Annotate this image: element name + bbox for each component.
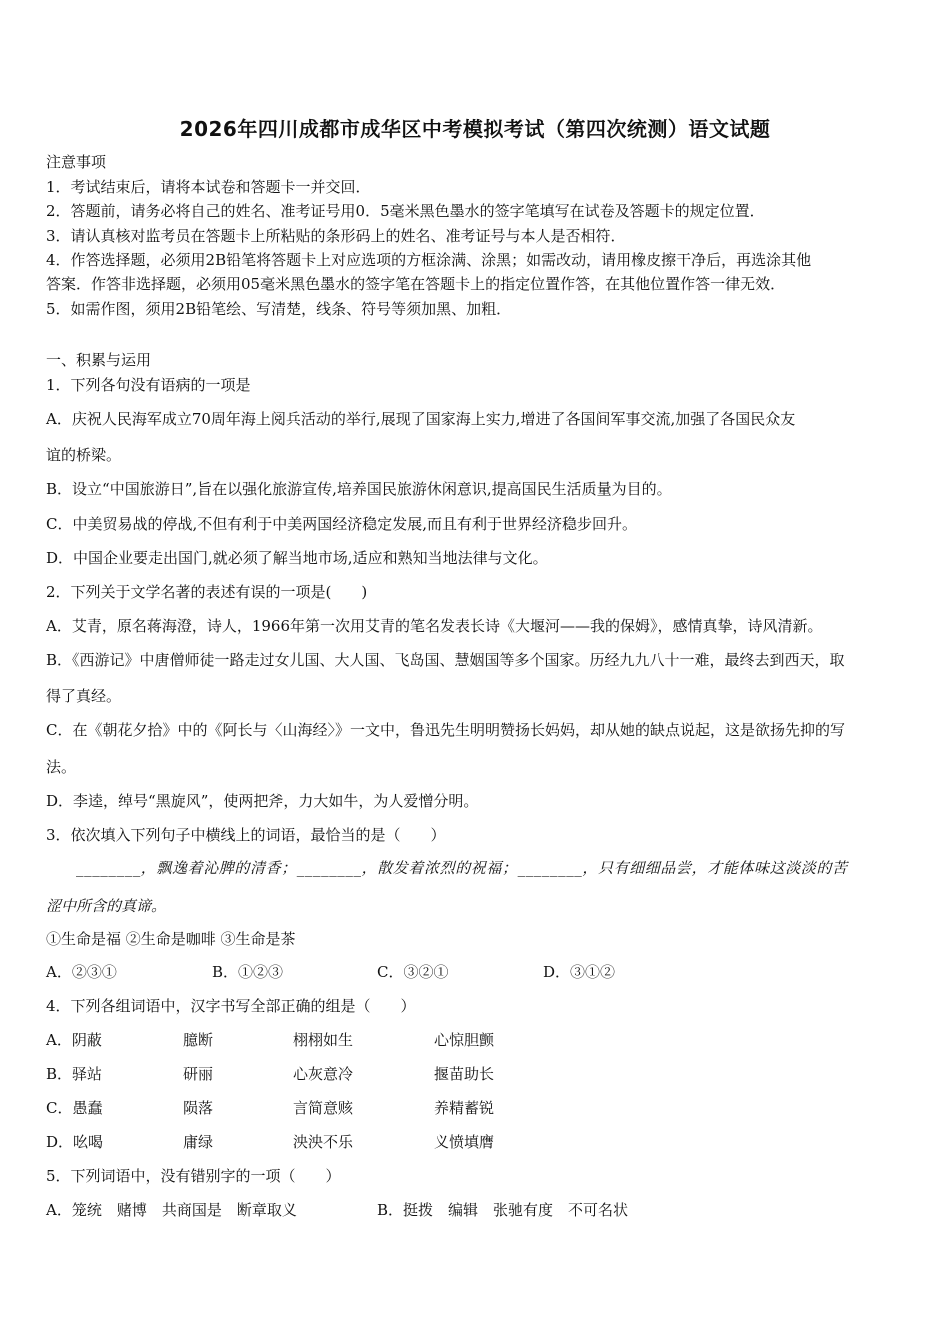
question-4-option-d-word: 义愤填膺 <box>434 1133 495 1151</box>
question-2-option-a: A．艾青，原名蒋海澄，诗人，1966年第一次用艾青的笔名发表长诗《大堰河——我的保姆》，感情真挚，诗风清新。 <box>46 617 823 635</box>
question-2-stem: 2．下列关于文学名著的表述有误的一项是( ) <box>46 583 368 601</box>
question-4-option-a-word: A．阴蔽 <box>46 1031 102 1049</box>
question-2-option-d: D．李逵，绰号“黑旋风”，使两把斧，力大如牛，为人爱憎分明。 <box>46 792 479 810</box>
notice-heading: 注意事项 <box>46 153 107 171</box>
question-4-option-a-word: 栩栩如生 <box>293 1031 354 1049</box>
question-2-option-c: C．在《朝花夕拾》中的《阿长与〈山海经〉》一文中，鲁迅先生明明赞扬长妈妈，却从她的缺点说起，这是欲扬先抑的写 <box>46 721 845 739</box>
question-2-option-c-cont: 法。 <box>46 758 77 776</box>
question-2-option-b-cont: 得了真经。 <box>46 687 122 705</box>
notice-item: 答案．作答非选择题，必须用05毫米黑色墨水的签字笔在答题卡上的指定位置作答，在其他位置作答一律无效． <box>46 275 786 293</box>
question-4-option-c-word: 陨落 <box>183 1099 214 1117</box>
question-2-option-b: B．《西游记》中唐僧师徒一路走过女儿国、大人国、飞岛国、慧姻国等多个国家。历经九九八十一难，最终去到西天，取 <box>46 651 845 669</box>
question-4-option-b-word: B．驿站 <box>46 1065 103 1083</box>
question-4-option-d-word: D．吆喝 <box>46 1133 104 1151</box>
question-3-option-b: B．①②③ <box>212 963 284 981</box>
question-1-option-a-cont: 谊的桥梁。 <box>46 446 122 464</box>
question-3-items: ①生命是福 ②生命是咖啡 ③生命是茶 <box>46 930 296 948</box>
question-4-option-b-word: 心灰意冷 <box>293 1065 354 1083</box>
notice-item: 5．如需作图，须用2B铅笔绘、写清楚，线条、符号等须加黑、加粗． <box>46 300 512 318</box>
section-heading: 一、积累与运用 <box>46 351 152 369</box>
question-4-stem: 4．下列各组词语中，汉字书写全部正确的组是（ ） <box>46 997 416 1015</box>
question-3-stem: 3．依次填入下列句子中横线上的词语，最恰当的是（ ） <box>46 826 446 844</box>
question-3-option-c: C．③②① <box>377 963 449 981</box>
notice-item: 2．答题前，请务必将自己的姓名、准考证号用0．5毫米黑色墨水的签字笔填写在试卷及答题卡的规定位置． <box>46 202 765 220</box>
question-4-option-c-word: 言简意赅 <box>293 1099 354 1117</box>
question-5-option-b: B．挺拨 编辑 张驰有度 不可名状 <box>377 1201 629 1219</box>
question-3-option-d: D．③①② <box>543 963 616 981</box>
question-5-option-a: A．笼统 赌博 共商国是 断章取义 <box>46 1201 297 1219</box>
question-3-passage: ________，飘逸着沁脾的清香；________，散发着浓烈的祝福；________，只有细细品尝，才能体味这淡淡的苦 <box>76 859 848 877</box>
question-1-option-a: A．庆祝人民海军成立70周年海上阅兵活动的举行,展现了国家海上实力,增进了各国间军事交流,加强了各国民众友 <box>46 410 796 428</box>
notice-item: 4．作答选择题，必须用2B铅笔将答题卡上对应选项的方框涂满、涂黑；如需改动，请用橡皮擦干净后，再选涂其他 <box>46 251 812 269</box>
question-1-option-b: B．设立“中国旅游日”,旨在以强化旅游宣传,培养国民旅游休闲意识,提高国民生活质量为目的。 <box>46 480 672 498</box>
question-4-option-b-word: 研丽 <box>183 1065 214 1083</box>
question-4-option-c-word: 养精蓄锐 <box>434 1099 495 1117</box>
question-4-option-b-word: 揠苗助长 <box>434 1065 495 1083</box>
question-3-option-a: A．②③① <box>46 963 117 981</box>
question-4-option-d-word: 泱泱不乐 <box>293 1133 354 1151</box>
question-5-stem: 5．下列词语中，没有错别字的一项（ ） <box>46 1167 341 1185</box>
question-4-option-c-word: C．愚蠢 <box>46 1099 103 1117</box>
question-1-stem: 1．下列各句没有语病的一项是 <box>46 376 251 394</box>
notice-item: 3．请认真核对监考员在答题卡上所粘贴的条形码上的姓名、准考证号与本人是否相符． <box>46 227 626 245</box>
question-4-option-a-word: 臆断 <box>183 1031 214 1049</box>
page-title: 2026年四川成都市成华区中考模拟考试（第四次统测）语文试题 <box>179 117 771 141</box>
question-3-passage-cont: 涩中所含的真谛。 <box>46 897 167 915</box>
question-1-option-d: D．中国企业要走出国门,就必须了解当地市场,适应和熟知当地法律与文化。 <box>46 549 548 567</box>
question-4-option-a-word: 心惊胆颤 <box>434 1031 495 1049</box>
notice-item: 1．考试结束后，请将本试卷和答题卡一并交回． <box>46 178 371 196</box>
question-1-option-c: C．中美贸易战的停战,不但有利于中美两国经济稳定发展,而且有利于世界经济稳步回升。 <box>46 515 638 533</box>
question-4-option-d-word: 庸绿 <box>183 1133 214 1151</box>
